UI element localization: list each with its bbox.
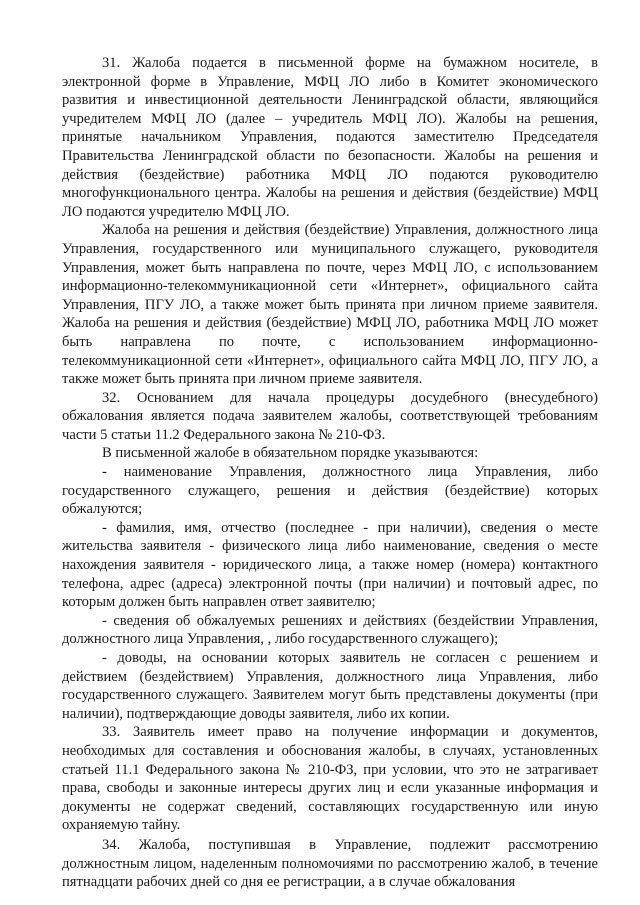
list-item-arguments: - доводы, на основании которых заявитель не согласен с решением и действием (бездействием) Управления, должностного лица Управления, либо государственного служащего. Заявителем могут быть представлены документы (при наличии), подтверждающие доводы заявителя, либо их копии. — [62, 650, 598, 722]
paragraph-32: 32. Основанием для начала процедуры досудебного (внесудебного) обжалования является подача заявителем жалобы, соответствующей требованиям части 5 статьи 11.2 Федерального закона № 210-ФЗ. — [62, 389, 598, 443]
list-item-appealed-decisions: - сведения об обжалуемых решениях и действиях (бездействии Управления, должностного лица Управления, , либо государственного служащего); — [62, 612, 598, 648]
paragraph-complaint-channels: Жалоба на решения и действия (бездействие) Управления, должностного лица Управления, государственного или муниципального служащего, руководителя Управления, может быть направлена по почте, через МФЦ ЛО, с использованием информационно-телекоммуникационной сети «Интернет», официального сайта Управления, ПГУ ЛО, а также может быть принята при личном приеме заявителя. Жалоба на решения и действия (бездействие) МФЦ ЛО, работника МФЦ ЛО может быть направлена по почте, с использованием информационно-телекоммуникационной сети «Интернет», официального сайта МФЦ ЛО, ПГУ ЛО, а также может быть принята при личном приеме заявителя. — [62, 222, 598, 388]
list-item-applicant-details: - фамилия, имя, отчество (последнее - при наличии), сведения о месте жительства заявителя - физического лица либо наименование, сведения о месте нахождения заявителя - юридического лица, а также номер (номера) контактного телефона, адрес (адреса) электронной почты (при наличии) и почтовый адрес, по которым должен быть направлен ответ заявителю; — [62, 519, 598, 611]
paragraph-31: 31. Жалоба подается в письменной форме на бумажном носителе, в электронной форме в Управление, МФЦ ЛО либо в Комитет экономического развития и инвестиционной деятельности Ленинградской области, являющийся учредителем МФЦ ЛО (далее – учредитель МФЦ ЛО). Жалобы на решения, принятые начальником Управления, подаются заместителю Председателя Правительства Ленинградской области по безопасности. Жалобы на решения и действия (бездействие) работника МФЦ ЛО подаются руководителю многофункционального центра. Жалобы на решения и действия (бездействие) МФЦ ЛО подаются учредителю МФЦ ЛО. — [62, 55, 598, 220]
paragraph-33: 33. Заявитель имеет право на получение информации и документов, необходимых для составления и обоснования жалобы, в случаях, установленных статьей 11.1 Федерального закона № 210-ФЗ, при условии, что это не затрагивает права, свободы и законные интересы других лиц и если указанные информация и документы не содержат сведений, составляющих государственную или иную охраняемую тайну. — [62, 724, 598, 834]
list-item-authority-name: - наименование Управления, должностного лица Управления, либо государственного служащего, решения и действия (бездействие) которых обжалуются; — [62, 464, 598, 518]
paragraph-34: 34. Жалоба, поступившая в Управление, подлежит рассмотрению должностным лицом, наделенным полномочиями по рассмотрению жалоб, в течение пятнадцати рабочих дней со дня ее регистрации, а в случае обжалования — [62, 836, 598, 891]
paragraph-required-contents-intro: В письменной жалобе в обязательном порядке указываются: — [102, 445, 479, 462]
document-page — [62, 54, 598, 892]
